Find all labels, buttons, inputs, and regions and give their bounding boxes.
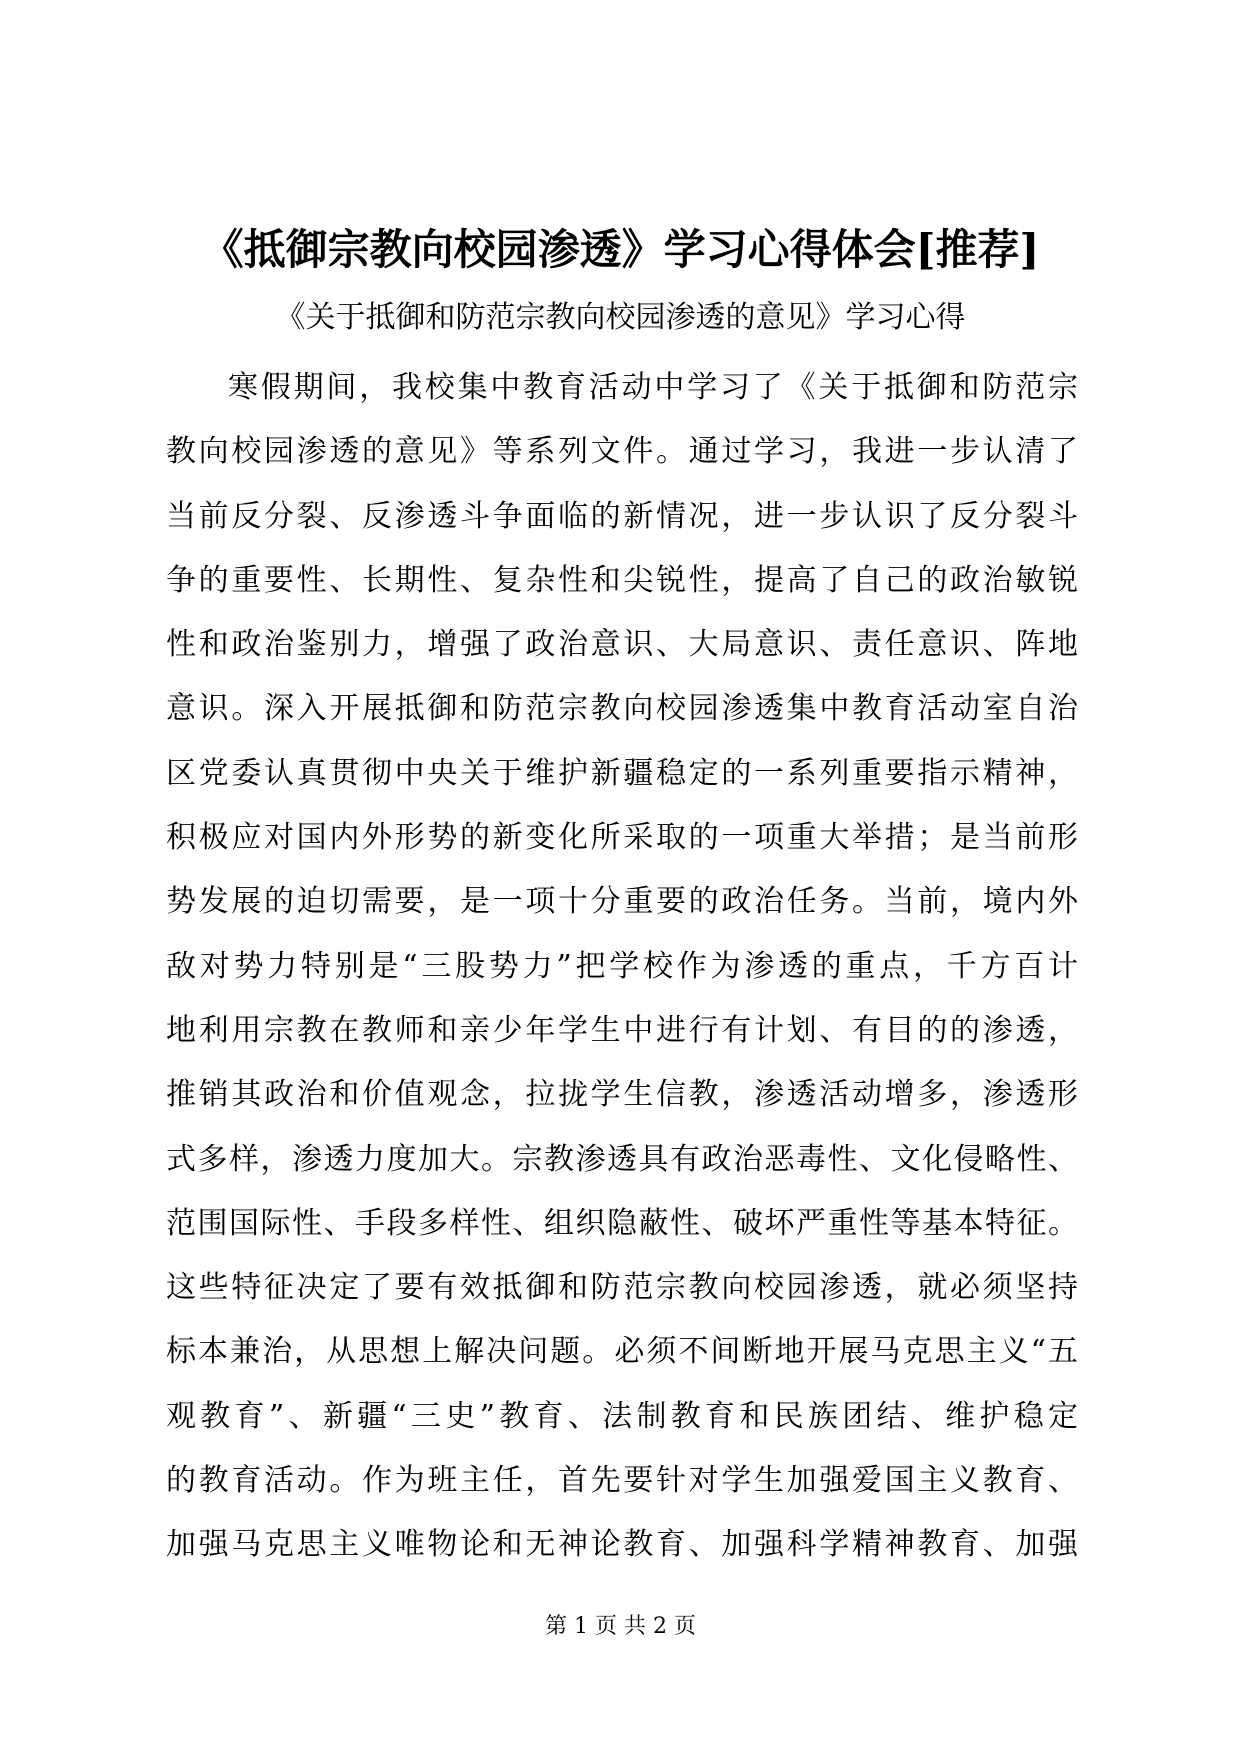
body-line: 区党委认真贯彻中央关于维护新疆稳定的一系列重要指示精神，: [166, 755, 1078, 791]
body-line: 式多样，渗透力度加大。宗教渗透具有政治恶毒性、文化侵略性、: [166, 1141, 1078, 1177]
document-subtitle: 《关于抵御和防范宗教向校园渗透的意见》学习心得: [275, 300, 966, 335]
body-line: 寒假期间，我校集中教育活动中学习了《关于抵御和防范宗: [228, 370, 1078, 405]
body-line: 争的重要性、长期性、复杂性和尖锐性，提高了自己的政治敏锐: [166, 562, 1078, 598]
body-line: 的教育活动。作为班主任，首先要针对学生加强爱国主义教育、: [166, 1463, 1078, 1499]
page-number-footer: 第 1 页 共 2 页: [545, 1614, 696, 1639]
body-line: 积极应对国内外形势的新变化所采取的一项重大举措；是当前形: [166, 820, 1078, 856]
document-title: 《抵御宗教向校园渗透》学习心得体会[推荐]: [201, 225, 1040, 274]
body-line: 加强马克思主义唯物论和无神论教育、加强科学精神教育、加强: [166, 1527, 1078, 1563]
body-line: 推销其政治和价值观念，拉拢学生信教，渗透活动增多，渗透形: [166, 1077, 1078, 1113]
body-line: 范围国际性、手段多样性、组织隐蔽性、破坏严重性等基本特征。: [166, 1205, 1078, 1241]
body-line: 标本兼治，从思想上解决问题。必须不间断地开展马克思主义“五: [166, 1334, 1078, 1370]
document-body: [166, 356, 1078, 1578]
body-line: 教向校园渗透的意见》等系列文件。通过学习，我进一步认清了: [166, 434, 1078, 470]
body-line: 敌对势力特别是“三股势力”把学校作为渗透的重点，千方百计: [166, 948, 1078, 984]
body-line: 这些特征决定了要有效抵御和防范宗教向校园渗透，就必须坚持: [166, 1270, 1078, 1306]
body-line: 性和政治鉴别力，增强了政治意识、大局意识、责任意识、阵地: [166, 627, 1078, 663]
body-line: 观教育”、新疆“三史”教育、法制教育和民族团结、维护稳定: [166, 1398, 1078, 1434]
body-line: 势发展的迫切需要，是一项十分重要的政治任务。当前，境内外: [166, 884, 1078, 920]
body-line: 当前反分裂、反渗透斗争面临的新情况，进一步认识了反分裂斗: [166, 498, 1078, 534]
body-line: 地利用宗教在教师和亲少年学生中进行有计划、有目的的渗透，: [166, 1012, 1078, 1048]
body-line: 意识。深入开展抵御和防范宗教向校园渗透集中教育活动室自治: [166, 691, 1078, 727]
